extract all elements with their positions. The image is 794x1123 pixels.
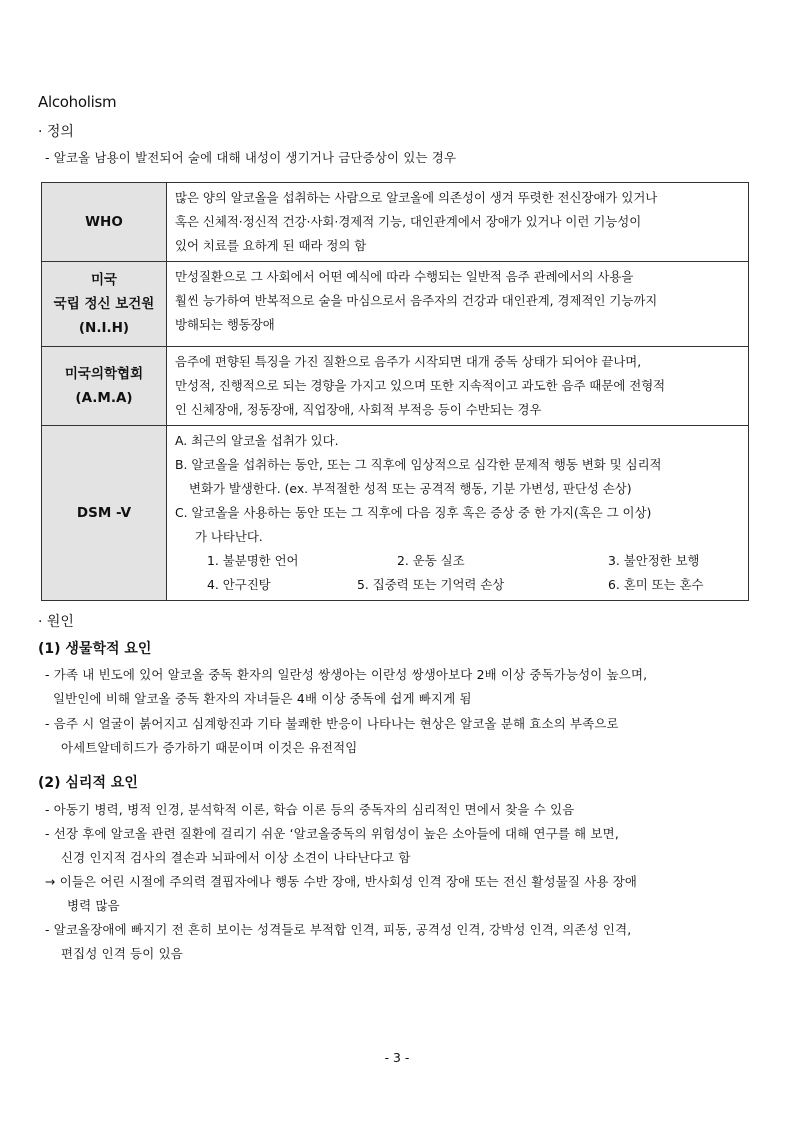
bio-line: 일반인에 비해 알코올 중독 환자의 자녀들은 4배 이상 중독에 쉽게 빠지게 됨 [53,691,472,706]
who-line: 있어 치료를 요하게 된 때라 정의 함 [175,238,367,253]
symptom-item: 4. 안구진탕 [207,577,271,592]
table-row-dsm [42,426,749,601]
nih-line: 훨씬 능가하여 반복적으로 술을 마심으로서 음주자의 건강과 대인관계, 경제적인 기능까지 [175,293,658,308]
psych-line: - 선장 후에 알코올 관련 질환에 걸리기 쉬운 ‘알코올중독의 위험성이 높은 소아들에 대해 연구를 해 보면, [45,826,619,841]
label-dsm [42,426,167,601]
label-nih [42,262,167,347]
psych-line: - 알코올장애에 빠지기 전 흔히 보이는 성격들로 부적합 인격, 피동, 공격성 인격, 강박성 인격, 의존성 인격, [45,922,632,937]
symptom-item: 6. 혼미 또는 혼수 [608,577,704,592]
symptom-item: 1. 불분명한 언어 [207,553,299,568]
symptom-item: 5. 집중력 또는 기억력 손상 [357,577,505,592]
symptom-row [175,573,742,597]
symptom-row [175,549,742,573]
nih-line: 만성질환으로 그 사회에서 어떤 예식에 따라 수행되는 일반적 음주 관례에서의 사용을 [175,269,634,284]
definition-nih [167,262,749,347]
dsm-criterion-a: A. 최근의 알코올 섭취가 있다. [175,433,339,448]
who-line: 많은 양의 알코올을 섭취하는 사람으로 알코올에 의존성이 생겨 뚜렷한 전신장애가 있거나 [175,190,658,205]
label-ama-line1: 미국의학협회 [64,366,144,382]
label-nih-line1: 미국 [90,272,118,288]
symptom-item: 3. 불안정한 보행 [608,553,700,568]
symptom-item: 2. 운동 실조 [397,553,465,568]
definition-table [41,182,749,601]
label-who-text: WHO [85,214,123,230]
table-row-ama [42,347,749,426]
ama-line: 음주에 편향된 특징을 가진 질환으로 음주가 시작되면 대개 중독 상태가 되어야 끝나며, [175,354,642,369]
ama-line: 인 신체장애, 정동장애, 직업장애, 사회적 부적응 등이 수반되는 경우 [175,402,542,417]
psych-line: → 이들은 어린 시절에 주의력 결핍자에나 행동 수반 장애, 반사회성 인격 장애 또는 전신 활성물질 사용 장애 [45,874,638,889]
dsm-criterion-b: B. 알코올을 섭취하는 동안, 또는 그 직후에 임상적으로 심각한 문제적 행동 변화 및 심리적 [175,457,662,472]
bio-line: - 음주 시 얼굴이 붉어지고 심계항진과 기타 불쾌한 반응이 나타나는 현상은 알코올 분해 효소의 부족으로 [45,716,619,731]
label-ama-line2: (A.M.A) [75,390,133,406]
page-number: - 3 - [384,1050,410,1065]
definition-heading: · 정의 [38,124,74,140]
cause-heading: · 원인 [38,614,74,630]
bio-heading: (1) 생물학적 요인 [38,641,152,657]
dsm-criterion-c: C. 알코올을 사용하는 동안 또는 그 직후에 다음 징후 혹은 증상 중 한 가지(혹은 그 이상) [175,505,652,520]
bio-line: 아세트알데히드가 증가하기 때문이며 이것은 유전적임 [61,740,358,755]
psych-line: 병력 많음 [67,898,120,913]
psych-line: 신경 인지적 검사의 결손과 뇌파에서 이상 소견이 나타난다고 함 [61,850,411,865]
label-dsm-text: DSM -V [76,505,132,521]
document-title: Alcoholism [38,93,117,111]
definition-dsm [167,426,749,601]
definition-ama [167,347,749,426]
nih-line: 방해되는 행동장애 [175,317,275,332]
ama-line: 만성적, 진행적으로 되는 경향을 가지고 있으며 또한 지속적이고 과도한 음주 때문에 전형적 [175,378,666,393]
table-row-nih [42,262,749,347]
bio-line: - 가족 내 빈도에 있어 알코올 중독 환자의 일란성 쌍생아는 이란성 쌍생아보다 2배 이상 중독가능성이 높으며, [45,667,648,682]
label-who [42,183,167,262]
psych-line: - 아동기 병력, 병적 인경, 분석학적 이론, 학습 이론 등의 중독자의 심리적인 면에서 찾을 수 있음 [45,802,575,817]
definition-intro: - 알코올 남용이 발전되어 술에 대해 내성이 생기거나 금단증상이 있는 경우 [45,150,457,165]
definition-who [167,183,749,262]
who-line: 혹은 신체적·정신적 건강·사회·경제적 기능, 대인관계에서 장애가 있거나 이런 기능성이 [175,214,642,229]
psych-line: 편집성 인격 등이 있음 [61,946,183,961]
dsm-criterion-c-cont: 가 나타난다. [195,529,263,544]
table-row-who [42,183,749,262]
psych-heading: (2) 심리적 요인 [38,775,138,791]
label-nih-line2: 국립 정신 보건원 [53,296,155,312]
dsm-criterion-b-cont: 변화가 발생한다. (ex. 부적절한 성적 또는 공격적 행동, 기분 가변성, 판단성 손상) [189,481,632,496]
label-nih-line3: (N.I.H) [78,320,130,336]
label-ama [42,347,167,426]
